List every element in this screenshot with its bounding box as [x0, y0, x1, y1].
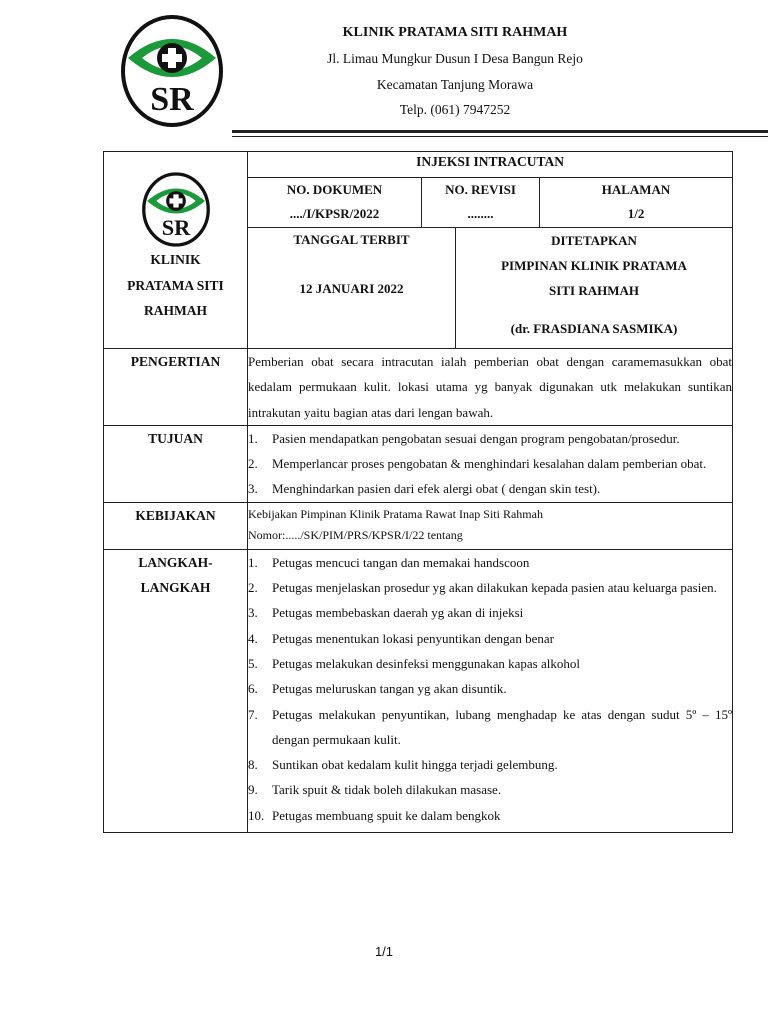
list-text: Petugas membebaskan daerah yg akan di injeksi: [272, 605, 524, 621]
langkah-label: [104, 549, 248, 832]
no-dokumen-value: ..../I/KPSR/2022: [289, 206, 380, 221]
list-number: 3.: [248, 481, 258, 497]
list-item: [248, 600, 732, 625]
list-text: Petugas menjelaskan prosedur yg akan dilakukan kepada pasien atau keluarga pasien.: [272, 580, 717, 596]
tujuan-list: [248, 426, 732, 502]
list-number: 5.: [248, 655, 258, 671]
halaman-label: HALAMAN: [601, 182, 671, 197]
list-text: Suntikan obat kedalam kulit hingga terjadi gelembung.: [272, 757, 558, 773]
list-text: Tarik spuit & tidak boleh dilakukan masase.: [272, 782, 502, 798]
list-number: 9.: [248, 782, 258, 798]
list-item: [248, 575, 732, 600]
list-item: [248, 651, 732, 676]
list-text: Petugas melakukan penyuntikan, lubang menghadap ke atas dengan sudut 5º – 15º dengan permukaan kulit.: [272, 706, 733, 747]
ditetapkan-line-1: PIMPINAN KLINIK PRATAMA: [501, 258, 687, 273]
kebijakan-label: KEBIJAKAN: [104, 502, 248, 549]
list-text: Petugas membuang spuit ke dalam bengkok: [272, 807, 501, 823]
list-item: [248, 803, 732, 828]
sop-title: INJEKSI INTRACUTAN: [248, 152, 733, 178]
page-number: 1/1: [374, 944, 394, 959]
tujuan-list-cell: [248, 425, 733, 502]
list-item: [248, 752, 732, 777]
logo-lettering: SR: [150, 81, 194, 118]
langkah-list: [248, 550, 732, 832]
list-text: Petugas mencuci tangan dan memakai handscoon: [272, 554, 530, 570]
pengertian-text: Pemberian obat secara intracutan ialah pemberian obat dengan caramemasukkan obat kedalam permukaan kulit. lokasi utama yg banyak digunakan utk melakukan suntikan intrakutan yaitu bagian atas dari lengan bawah.: [248, 349, 733, 426]
ditetapkan-line-2: SITI RAHMAH: [549, 283, 639, 298]
sop-clinic-name-line: RAHMAH: [144, 303, 207, 318]
address-line-2: Kecamatan Tanjung Morawa: [376, 76, 534, 92]
langkah-list-cell: [248, 549, 733, 832]
list-number: 2.: [248, 456, 258, 472]
list-item: [248, 426, 732, 451]
no-revisi-label: NO. REVISI: [445, 182, 516, 197]
tanggal-terbit-cell: [248, 228, 456, 349]
no-revisi-cell: [422, 178, 540, 228]
pengertian-label: PENGERTIAN: [104, 349, 248, 426]
clinic-name: KLINIK PRATAMA SITI RAHMAH: [342, 25, 568, 40]
tanggal-terbit-label: TANGGAL TERBIT: [293, 232, 410, 247]
list-item: [248, 676, 732, 701]
langkah-label-line-1: LANGKAH-: [138, 554, 213, 570]
kebijakan-line-1: Kebijakan Pimpinan Klinik Pratama Rawat Inap Siti Rahmah: [248, 506, 543, 521]
list-item: [248, 476, 732, 501]
tujuan-label: TUJUAN: [104, 425, 248, 502]
list-text: Memperlancar proses pengobatan & menghindari kesalahan dalam pemberian obat.: [272, 456, 707, 472]
list-number: 7.: [248, 706, 258, 722]
list-item: [248, 777, 732, 802]
phone-number: Telp. (061) 7947252: [399, 102, 511, 117]
langkah-label-line-2: LANGKAH: [140, 579, 211, 595]
list-number: 4.: [248, 630, 258, 646]
header-rule-thick: [232, 130, 768, 133]
clinic-logo-small: [141, 172, 211, 247]
list-text: Petugas melakukan desinfeksi menggunakan kapas alkohol: [272, 655, 580, 671]
header-rule-thin: [232, 136, 768, 137]
list-item: [248, 626, 732, 651]
letterhead: [270, 24, 640, 127]
list-item: [248, 451, 732, 476]
address-line-1: Jl. Limau Mungkur Dusun I Desa Bangun Rejo: [327, 51, 583, 66]
kebijakan-line-2: Nomor:...../SK/PIM/PRS/KPSR/I/22 tentang: [248, 527, 463, 542]
tanggal-terbit-value: 12 JANUARI 2022: [299, 281, 404, 296]
list-number: 6.: [248, 681, 258, 697]
halaman-value: 1/2: [627, 206, 645, 221]
kebijakan-cell: [248, 502, 733, 549]
signatory-name: (dr. FRASDIANA SASMIKA): [510, 321, 678, 336]
list-number: 2.: [248, 580, 258, 596]
sop-clinic-name-line: KLINIK: [150, 252, 201, 267]
ditetapkan-cell: [456, 228, 733, 349]
no-dokumen-cell: [248, 178, 422, 228]
sop-clinic-name: [104, 247, 247, 324]
ditetapkan-label: DITETAPKAN: [551, 233, 637, 248]
sop-clinic-name-line: PRATAMA SITI: [127, 277, 224, 293]
list-number: 10.: [248, 807, 265, 823]
list-text: Pasien mendapatkan pengobatan sesuai dengan program pengobatan/prosedur.: [272, 430, 680, 446]
list-item: [248, 702, 732, 753]
list-text: Petugas meluruskan tangan yg akan disuntik.: [272, 681, 507, 697]
halaman-cell: [540, 178, 733, 228]
sop-table: [103, 151, 733, 833]
list-number: 8.: [248, 757, 258, 773]
list-text: Menghindarkan pasien dari efek alergi obat ( dengan skin test).: [272, 481, 601, 497]
list-text: Petugas menentukan lokasi penyuntikan dengan benar: [272, 630, 554, 646]
no-dokumen-label: NO. DOKUMEN: [286, 182, 383, 197]
sop-header-clinic-cell: [104, 152, 248, 349]
list-item: [248, 550, 732, 575]
clinic-logo: [120, 14, 224, 128]
no-revisi-value: ........: [467, 206, 494, 221]
list-number: 3.: [248, 605, 258, 621]
logo-lettering-small: SR: [161, 215, 190, 241]
list-number: 1.: [248, 554, 258, 570]
list-number: 1.: [248, 430, 258, 446]
